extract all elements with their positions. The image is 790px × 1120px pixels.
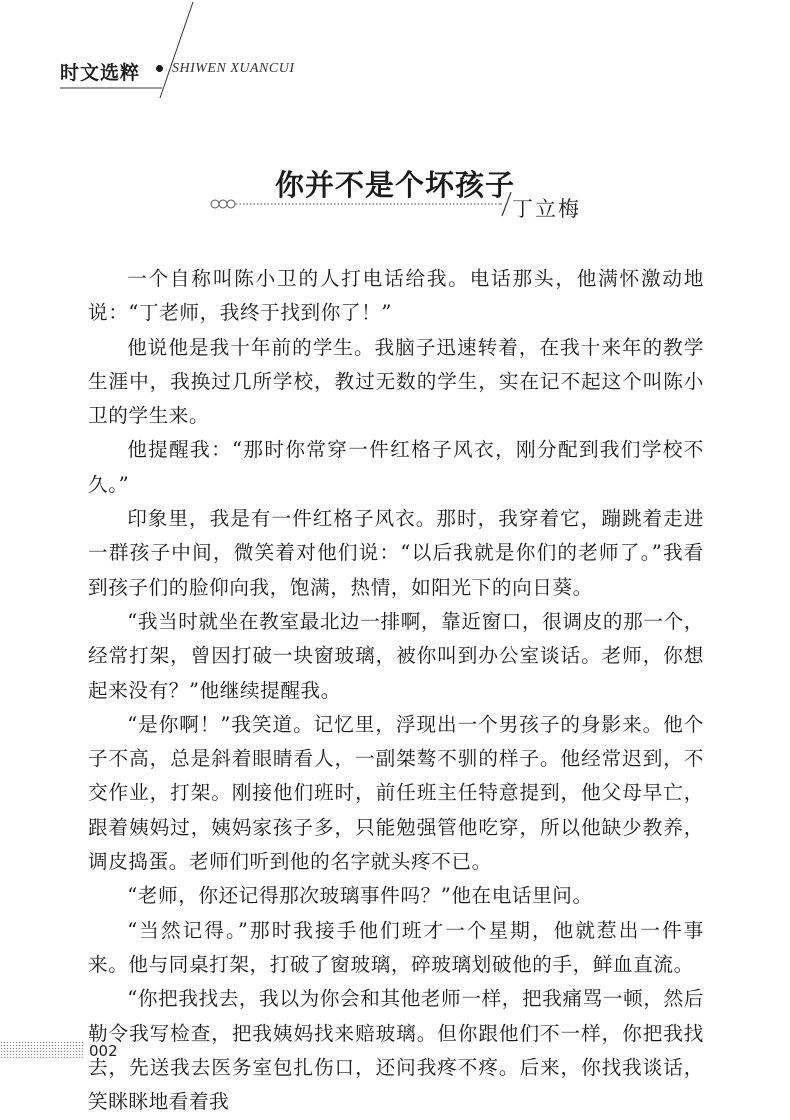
article-body	[88, 262, 704, 1119]
paragraph: “是你啊！”我笑道。记忆里，浮现出一个男孩子的身影来。他个子不高，总是斜着眼睛看人，一副桀骜不驯的样子。他经常迟到，不交作业，打架。刚接他们班时，前任班主任特意提到，他父母早亡，跟着姨妈过，姨妈家孩子多，只能勉强管他吃穿，所以他缺少教养，调皮捣蛋。老师们听到他的名字就头疼不已。	[88, 712, 704, 874]
header-slash-decoration	[0, 0, 240, 110]
page-number: 002	[89, 1042, 118, 1060]
paragraph: “老师，你还记得那次玻璃事件吗？”他在电话里问。	[127, 884, 593, 908]
article-author: 丁立梅	[512, 197, 581, 221]
paragraph: “我当时就坐在教室最北边一排啊，靠近窗口，很调皮的那一个，经常打架，曾因打破一块窗玻璃，被你叫到办公室谈话。老师，你想起来没有？”他继续提醒我。	[88, 609, 704, 702]
footer-dot-pattern	[0, 1038, 90, 1062]
paragraph: “你把我找去，我以为你会和其他老师一样，把我痛骂一顿，然后勒令我写检查，把我姨妈找来赔玻璃。但你跟他们不一样，你把我找去，先送我去医务室包扎伤口，还问我疼不疼。后来，你找我谈话，笑眯眯地看着我	[88, 987, 704, 1114]
column-name-cn: 时文选粹	[60, 62, 141, 84]
article-title: 你并不是个坏孩子	[274, 168, 515, 202]
paragraph: 他说他是我十年前的学生。我脑子迅速转着，在我十来年的教学生涯中，我换过几所学校，教过无数的学生，实在记不起这个叫陈小卫的学生来。	[88, 335, 704, 428]
byline-dotted-rule	[0, 190, 520, 220]
header-bullet-icon	[156, 65, 163, 72]
column-name-en: SHIWEN XUANCUI	[172, 61, 295, 76]
paragraph: 印象里，我是有一件红格子风衣。那时，我穿着它，蹦跳着走进一群孩子中间，微笑着对他们说：“以后我就是你们的老师了。”我看到孩子们的脸仰向我，饱满，热情，如阳光下的向日葵。	[88, 507, 704, 599]
running-header	[0, 0, 790, 110]
paragraph: “当然记得。”那时我接手他们班才一个星期，他就惹出一件事来。他与同桌打架，打破了窗玻璃，碎玻璃划破他的手，鲜血直流。	[88, 918, 704, 976]
paragraph: 一个自称叫陈小卫的人打电话给我。电话那头，他满怀激动地说：“丁老师，我终于找到你了！”	[88, 267, 704, 325]
paragraph: 他提醒我：“那时你常穿一件红格子风衣，刚分配到我们学校不久。”	[88, 438, 704, 496]
